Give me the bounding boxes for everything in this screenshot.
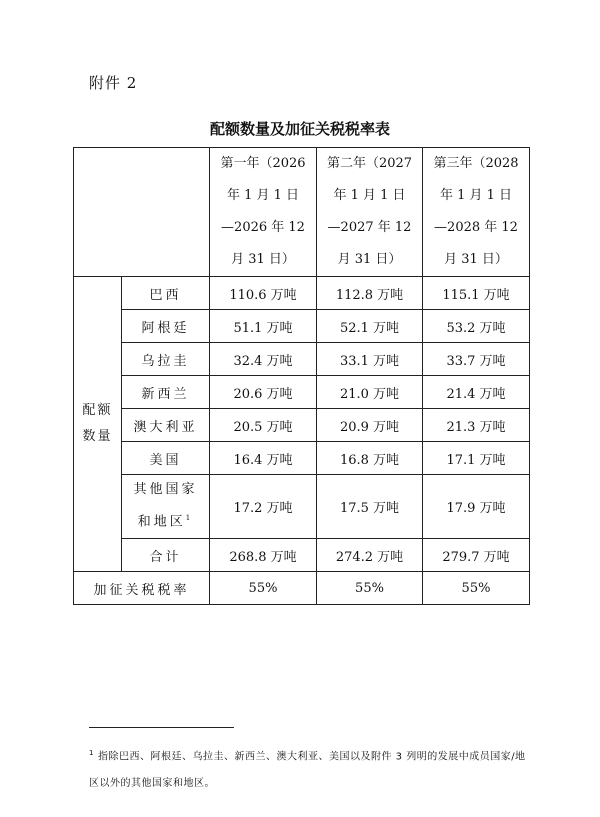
header-year-3-line: —2028 年 12 bbox=[434, 220, 518, 235]
country-cell: 美国 bbox=[122, 442, 210, 475]
quota-value-cell: 21.0 万吨 bbox=[317, 376, 423, 409]
header-year-1-line: 年 1 月 1 日 bbox=[226, 188, 300, 203]
quota-value-cell: 16.4 万吨 bbox=[210, 442, 317, 475]
quota-group-line: 数量 bbox=[82, 429, 113, 444]
header-year-3-line: 月 31 日） bbox=[444, 252, 508, 267]
table-row-new-zealand bbox=[74, 376, 530, 409]
quota-value-cell: 32.4 万吨 bbox=[210, 343, 317, 376]
quota-value-cell: 51.1 万吨 bbox=[210, 310, 317, 343]
header-year-1 bbox=[210, 148, 317, 277]
table-row-uruguay bbox=[74, 343, 530, 376]
attachment-label: 附件 2 bbox=[89, 74, 138, 92]
table-row-australia bbox=[74, 409, 530, 442]
header-year-2-line: 年 1 月 1 日 bbox=[333, 188, 406, 203]
header-year-3 bbox=[423, 148, 530, 277]
quota-value-cell: 21.3 万吨 bbox=[423, 409, 530, 442]
table-row-total bbox=[74, 539, 530, 572]
quota-value-cell: 110.6 万吨 bbox=[210, 277, 317, 310]
quota-value-cell: 20.9 万吨 bbox=[317, 409, 423, 442]
country-other-line: 其他国家 bbox=[133, 482, 198, 498]
header-row bbox=[74, 148, 530, 277]
footnote-text: 指除巴西、阿根廷、乌拉圭、新西兰、澳大利亚、美国以及附件 3 列明的发展中成员国家/地区以外的其他国家和地区。 bbox=[89, 751, 526, 790]
tariff-value-cell: 55% bbox=[210, 572, 317, 605]
country-cell: 新西兰 bbox=[122, 376, 210, 409]
quota-value-cell: 20.6 万吨 bbox=[210, 376, 317, 409]
quota-value-cell: 17.5 万吨 bbox=[317, 475, 423, 539]
quota-value-cell: 17.9 万吨 bbox=[423, 475, 530, 539]
country-cell: 巴西 bbox=[122, 277, 210, 310]
table-row-other bbox=[74, 475, 530, 539]
country-cell: 乌拉圭 bbox=[122, 343, 210, 376]
quota-value-cell: 52.1 万吨 bbox=[317, 310, 423, 343]
header-year-2 bbox=[317, 148, 423, 277]
table-row-tariff bbox=[74, 572, 530, 605]
quota-value-cell: 33.1 万吨 bbox=[317, 343, 423, 376]
quota-table bbox=[73, 147, 530, 605]
quota-value-cell: 20.5 万吨 bbox=[210, 409, 317, 442]
country-other-line-text: 和地区 bbox=[137, 514, 186, 530]
country-cell: 澳大利亚 bbox=[122, 409, 210, 442]
header-year-2-line: 第二年（2027 bbox=[326, 156, 413, 171]
table-title: 配额数量及加征关税税率表 bbox=[209, 120, 390, 138]
footnote-marker: 1 bbox=[89, 749, 94, 757]
footnote-ref: 1 bbox=[185, 514, 194, 523]
footnote-divider bbox=[89, 727, 234, 728]
quota-value-cell: 53.2 万吨 bbox=[423, 310, 530, 343]
quota-value-cell: 112.8 万吨 bbox=[317, 277, 423, 310]
header-year-3-line: 第三年（2028 bbox=[433, 156, 519, 171]
header-year-1-line: —2026 年 12 bbox=[221, 220, 305, 235]
header-year-3-line: 年 1 月 1 日 bbox=[439, 188, 513, 203]
quota-group-line: 配额 bbox=[82, 403, 113, 418]
quota-value-cell: 115.1 万吨 bbox=[423, 277, 530, 310]
header-year-2-line: 月 31 日） bbox=[337, 252, 402, 267]
country-other-line bbox=[124, 504, 207, 536]
header-year-1-line: 第一年（2026 bbox=[220, 156, 306, 171]
total-value-cell: 268.8 万吨 bbox=[210, 539, 317, 572]
table-row-argentina bbox=[74, 310, 530, 343]
table-row-brazil bbox=[74, 277, 530, 310]
quota-group-label bbox=[74, 277, 122, 572]
tariff-value-cell: 55% bbox=[423, 572, 530, 605]
footnote bbox=[89, 740, 529, 797]
quota-value-cell: 16.8 万吨 bbox=[317, 442, 423, 475]
country-cell-other bbox=[122, 475, 210, 539]
quota-value-cell: 21.4 万吨 bbox=[423, 376, 530, 409]
tariff-value-cell: 55% bbox=[317, 572, 423, 605]
header-blank-cell bbox=[74, 148, 210, 277]
total-label-cell: 合计 bbox=[122, 539, 210, 572]
table-row-usa bbox=[74, 442, 530, 475]
quota-value-cell: 17.2 万吨 bbox=[210, 475, 317, 539]
total-value-cell: 279.7 万吨 bbox=[423, 539, 530, 572]
header-year-1-line: 月 31 日） bbox=[231, 252, 295, 267]
quota-value-cell: 33.7 万吨 bbox=[423, 343, 530, 376]
country-cell: 阿根廷 bbox=[122, 310, 210, 343]
header-year-2-line: —2027 年 12 bbox=[327, 220, 412, 235]
tariff-label-cell: 加征关税税率 bbox=[74, 572, 210, 605]
total-value-cell: 274.2 万吨 bbox=[317, 539, 423, 572]
quota-value-cell: 17.1 万吨 bbox=[423, 442, 530, 475]
